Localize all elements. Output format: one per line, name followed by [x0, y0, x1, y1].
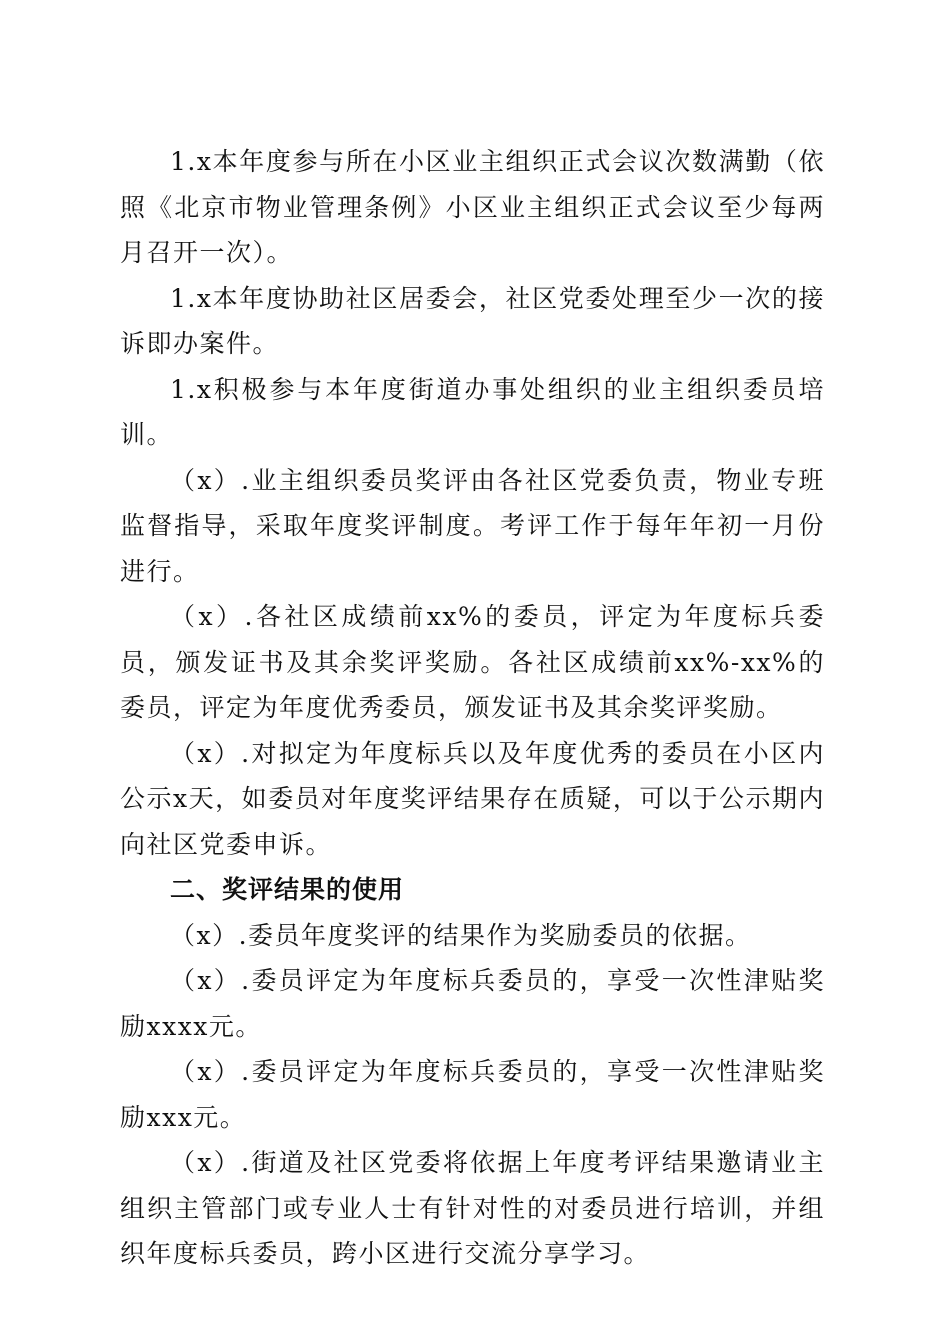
paragraph-allowance-xxxx: （x）.委员评定为年度标兵委员的，享受一次性津贴奖励xxxx元。 — [120, 966, 825, 1041]
paragraph-publicity-appeal: （x）.对拟定为年度标兵以及年度优秀的委员在小区内公示x天，如委员对年度奖评结果存在质疑，可以于公示期内向社区党委申诉。 — [120, 738, 825, 859]
section-heading: 二、奖评结果的使用 — [170, 875, 405, 904]
paragraph-meeting-attendance: 1.x本年度参与所在小区业主组织正式会议次数满勤（依照《北京市物业管理条例》小区业主组织正式会议至少每两月召开一次）。 — [120, 147, 825, 267]
document-body — [120, 139, 825, 1277]
paragraph-training-exchange: （x）.街道及社区党委将依据上年度考评结果邀请业主组织主管部门或专业人士有针对性的对委员进行培训，并组织年度标兵委员，跨小区进行交流分享学习。 — [120, 1148, 825, 1268]
paragraph-allowance-xxx: （x）.委员评定为年度标兵委员的，享受一次性津贴奖励xxx元。 — [120, 1057, 825, 1132]
paragraph-ranking-rules: （x）.各社区成绩前xx%的委员，评定为年度标兵委员，颁发证书及其余奖评奖励。各社区成绩前xx%-xx%的委员，评定为年度优秀委员，颁发证书及其余奖评奖励。 — [120, 602, 825, 722]
paragraph-evaluation-responsibility: （x）.业主组织委员奖评由各社区党委负责，物业专班监督指导，采取年度奖评制度。考评工作于每年年初一月份进行。 — [120, 465, 825, 586]
paragraph-result-basis: （x）.委员年度奖评的结果作为奖励委员的依据。 — [170, 920, 752, 950]
paragraph-complaint-handling: 1.x本年度协助社区居委会，社区党委处理至少一次的接诉即办案件。 — [120, 283, 825, 358]
paragraph-training-participation: 1.x积极参与本年度街道办事处组织的业主组织委员培训。 — [120, 374, 825, 449]
